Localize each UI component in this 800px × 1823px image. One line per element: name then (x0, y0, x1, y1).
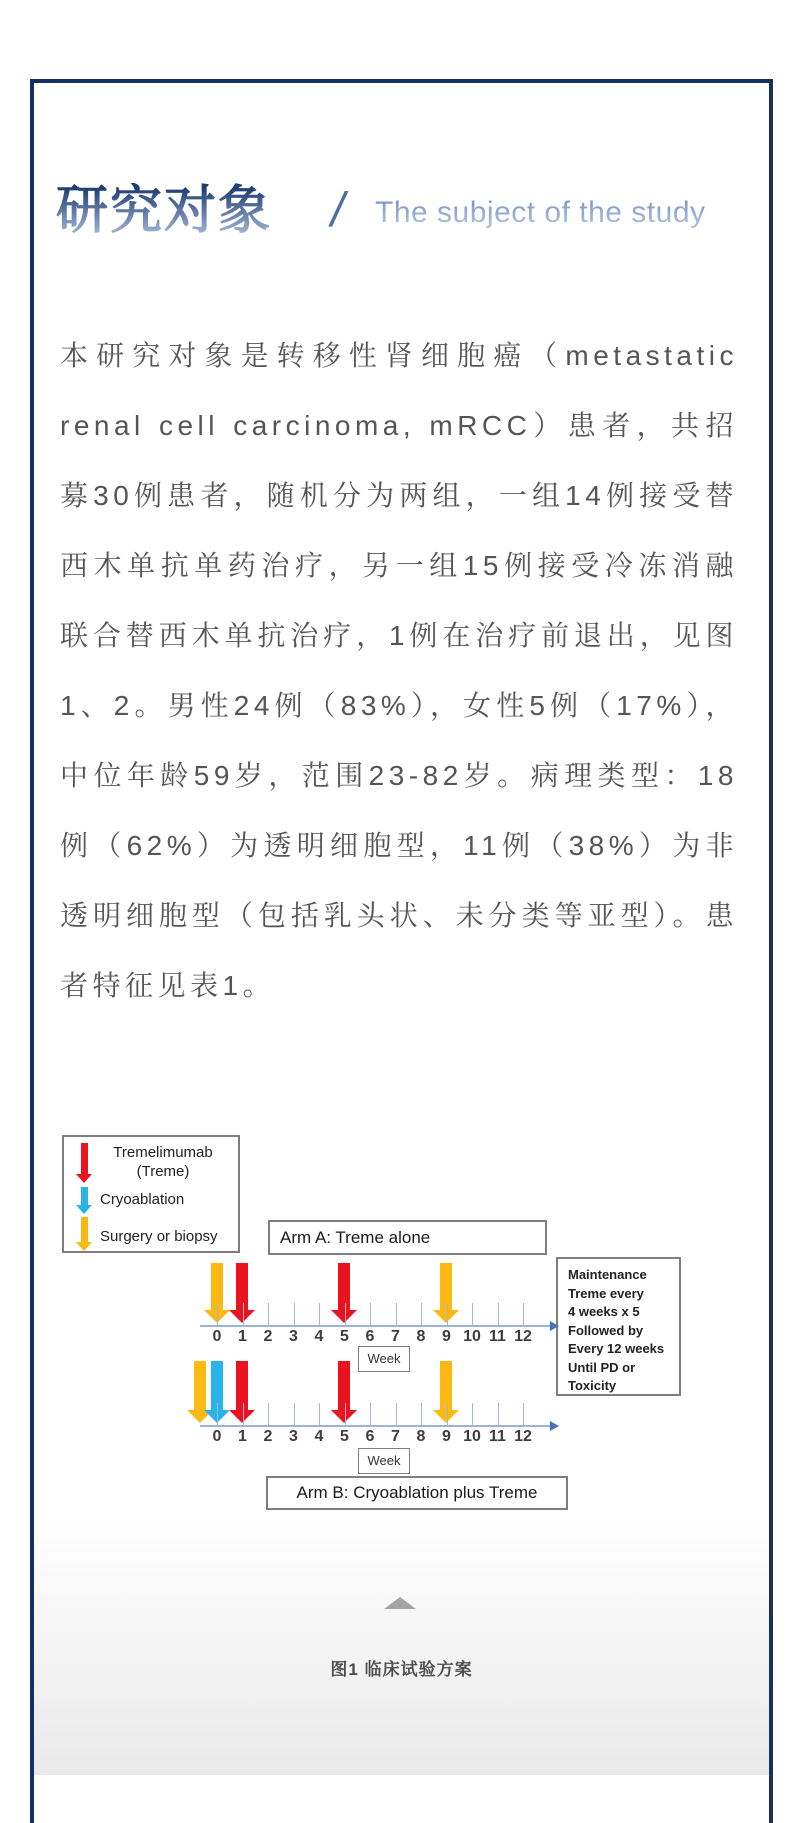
week-label: 8 (416, 1328, 426, 1345)
maintenance-line: Until PD or (568, 1359, 636, 1375)
maintenance-line: Treme every (568, 1285, 644, 1301)
arm-a-week-axis-box (358, 1346, 410, 1372)
maintenance-line: Maintenance (568, 1267, 647, 1282)
week-label: 0 (212, 1328, 222, 1345)
week-label: 10 (463, 1428, 481, 1445)
figure-caption: 图1 临床试验方案 (330, 1660, 473, 1679)
week-tick (421, 1403, 422, 1425)
trial-scheme-figure (50, 1130, 710, 1532)
section-title-cn: 研究对象 (56, 182, 273, 240)
week-label: 4 (314, 1328, 324, 1345)
week-tick (498, 1403, 499, 1425)
week-label: 1 (238, 1428, 247, 1445)
arm-a-timeline (200, 1303, 550, 1327)
week-tick (294, 1403, 295, 1425)
week-axis-label: Week (367, 1453, 401, 1468)
week-tick (217, 1403, 218, 1425)
week-label: 2 (263, 1428, 273, 1445)
legend-label-cryoablation: Cryoablation (100, 1191, 185, 1208)
legend-label-tremelimumab: Tremelimumab (113, 1144, 213, 1161)
legend-item-tremelimumab (92, 1143, 234, 1181)
tremelimumab-arrow-icon (76, 1143, 92, 1183)
week-tick (217, 1303, 218, 1325)
week-label: 8 (416, 1428, 426, 1445)
week-tick (268, 1303, 269, 1325)
legend-label-surgery: Surgery or biopsy (100, 1228, 218, 1245)
week-label: 7 (391, 1428, 400, 1445)
maintenance-line: 4 weeks x 5 (568, 1304, 640, 1319)
week-tick (396, 1403, 397, 1425)
week-label: 7 (391, 1328, 400, 1345)
collapse-up-triangle-icon[interactable] (384, 1597, 416, 1609)
week-tick (447, 1403, 448, 1425)
week-label: 4 (314, 1428, 324, 1445)
maintenance-line: Every 12 weeks (568, 1341, 665, 1356)
week-label: 6 (365, 1428, 375, 1445)
week-label: 6 (365, 1328, 375, 1345)
week-tick (294, 1303, 295, 1325)
week-label: 12 (514, 1428, 532, 1445)
week-label: 10 (463, 1328, 481, 1345)
surgery-arrow-icon (76, 1217, 92, 1251)
arm-b-label-box (266, 1476, 568, 1510)
arm-a-label: Arm A: Treme alone (280, 1228, 431, 1247)
week-label: 3 (289, 1328, 298, 1345)
arm-b-timeline (200, 1403, 550, 1427)
week-tick (268, 1403, 269, 1425)
study-paragraph: 本研究对象是转移性肾细胞癌（metastatic renal cell carcinoma, mRCC）患者，共招募30例患者，随机分为两组，一组14例接受替西木单抗单药治疗，另一组15例接受冷冻消融联合替西木单抗治疗，1例在治疗前退出，见图1、2。男性24例（83%），女性5例（17%），中位年龄59岁，范围23-82岁。病理类型：18例（62%）为透明细胞型，11例（38%）为非透明细胞型（包括乳头状、未分类等亚型）。患者特征见表1。 (60, 340, 738, 1001)
arm-b-week-labels (200, 1428, 556, 1450)
legend-label-treme: (Treme) (136, 1163, 190, 1180)
week-axis-label: Week (367, 1351, 401, 1366)
week-label: 5 (340, 1428, 349, 1445)
week-label: 2 (263, 1328, 273, 1345)
week-label: 1 (238, 1328, 247, 1345)
week-tick (396, 1303, 397, 1325)
week-tick (319, 1303, 320, 1325)
maintenance-line: Followed by (568, 1322, 644, 1338)
week-tick (421, 1303, 422, 1325)
arm-b-week-axis-box (358, 1448, 410, 1474)
next-section-background (34, 1775, 769, 1823)
arm-b-label: Arm B: Cryoablation plus Treme (296, 1483, 538, 1502)
week-tick (370, 1403, 371, 1425)
cryoablation-arrow-icon (76, 1187, 92, 1214)
week-tick (498, 1303, 499, 1325)
arm-a-label-box (268, 1220, 547, 1255)
slash-divider: / (331, 184, 345, 237)
week-label: 11 (489, 1328, 506, 1345)
week-tick (523, 1303, 524, 1325)
article-frame (30, 79, 773, 1823)
week-label: 3 (289, 1428, 298, 1445)
week-label: 0 (212, 1428, 222, 1445)
week-tick (447, 1303, 448, 1325)
week-tick (243, 1403, 244, 1425)
week-label: 11 (489, 1428, 506, 1445)
section-title-en: The subject of the study (375, 196, 706, 229)
maintenance-box (556, 1257, 681, 1396)
week-tick (523, 1403, 524, 1425)
figure-legend (62, 1135, 240, 1253)
week-label: 9 (442, 1328, 451, 1345)
week-tick (319, 1403, 320, 1425)
week-tick (243, 1303, 244, 1325)
maintenance-line: Toxicity (568, 1378, 617, 1393)
week-label: 12 (514, 1328, 532, 1345)
week-tick (472, 1303, 473, 1325)
week-tick (345, 1403, 346, 1425)
week-tick (370, 1303, 371, 1325)
week-tick (345, 1303, 346, 1325)
week-label: 5 (340, 1328, 349, 1345)
week-tick (472, 1403, 473, 1425)
week-label: 9 (442, 1428, 451, 1445)
section-header (34, 183, 769, 333)
